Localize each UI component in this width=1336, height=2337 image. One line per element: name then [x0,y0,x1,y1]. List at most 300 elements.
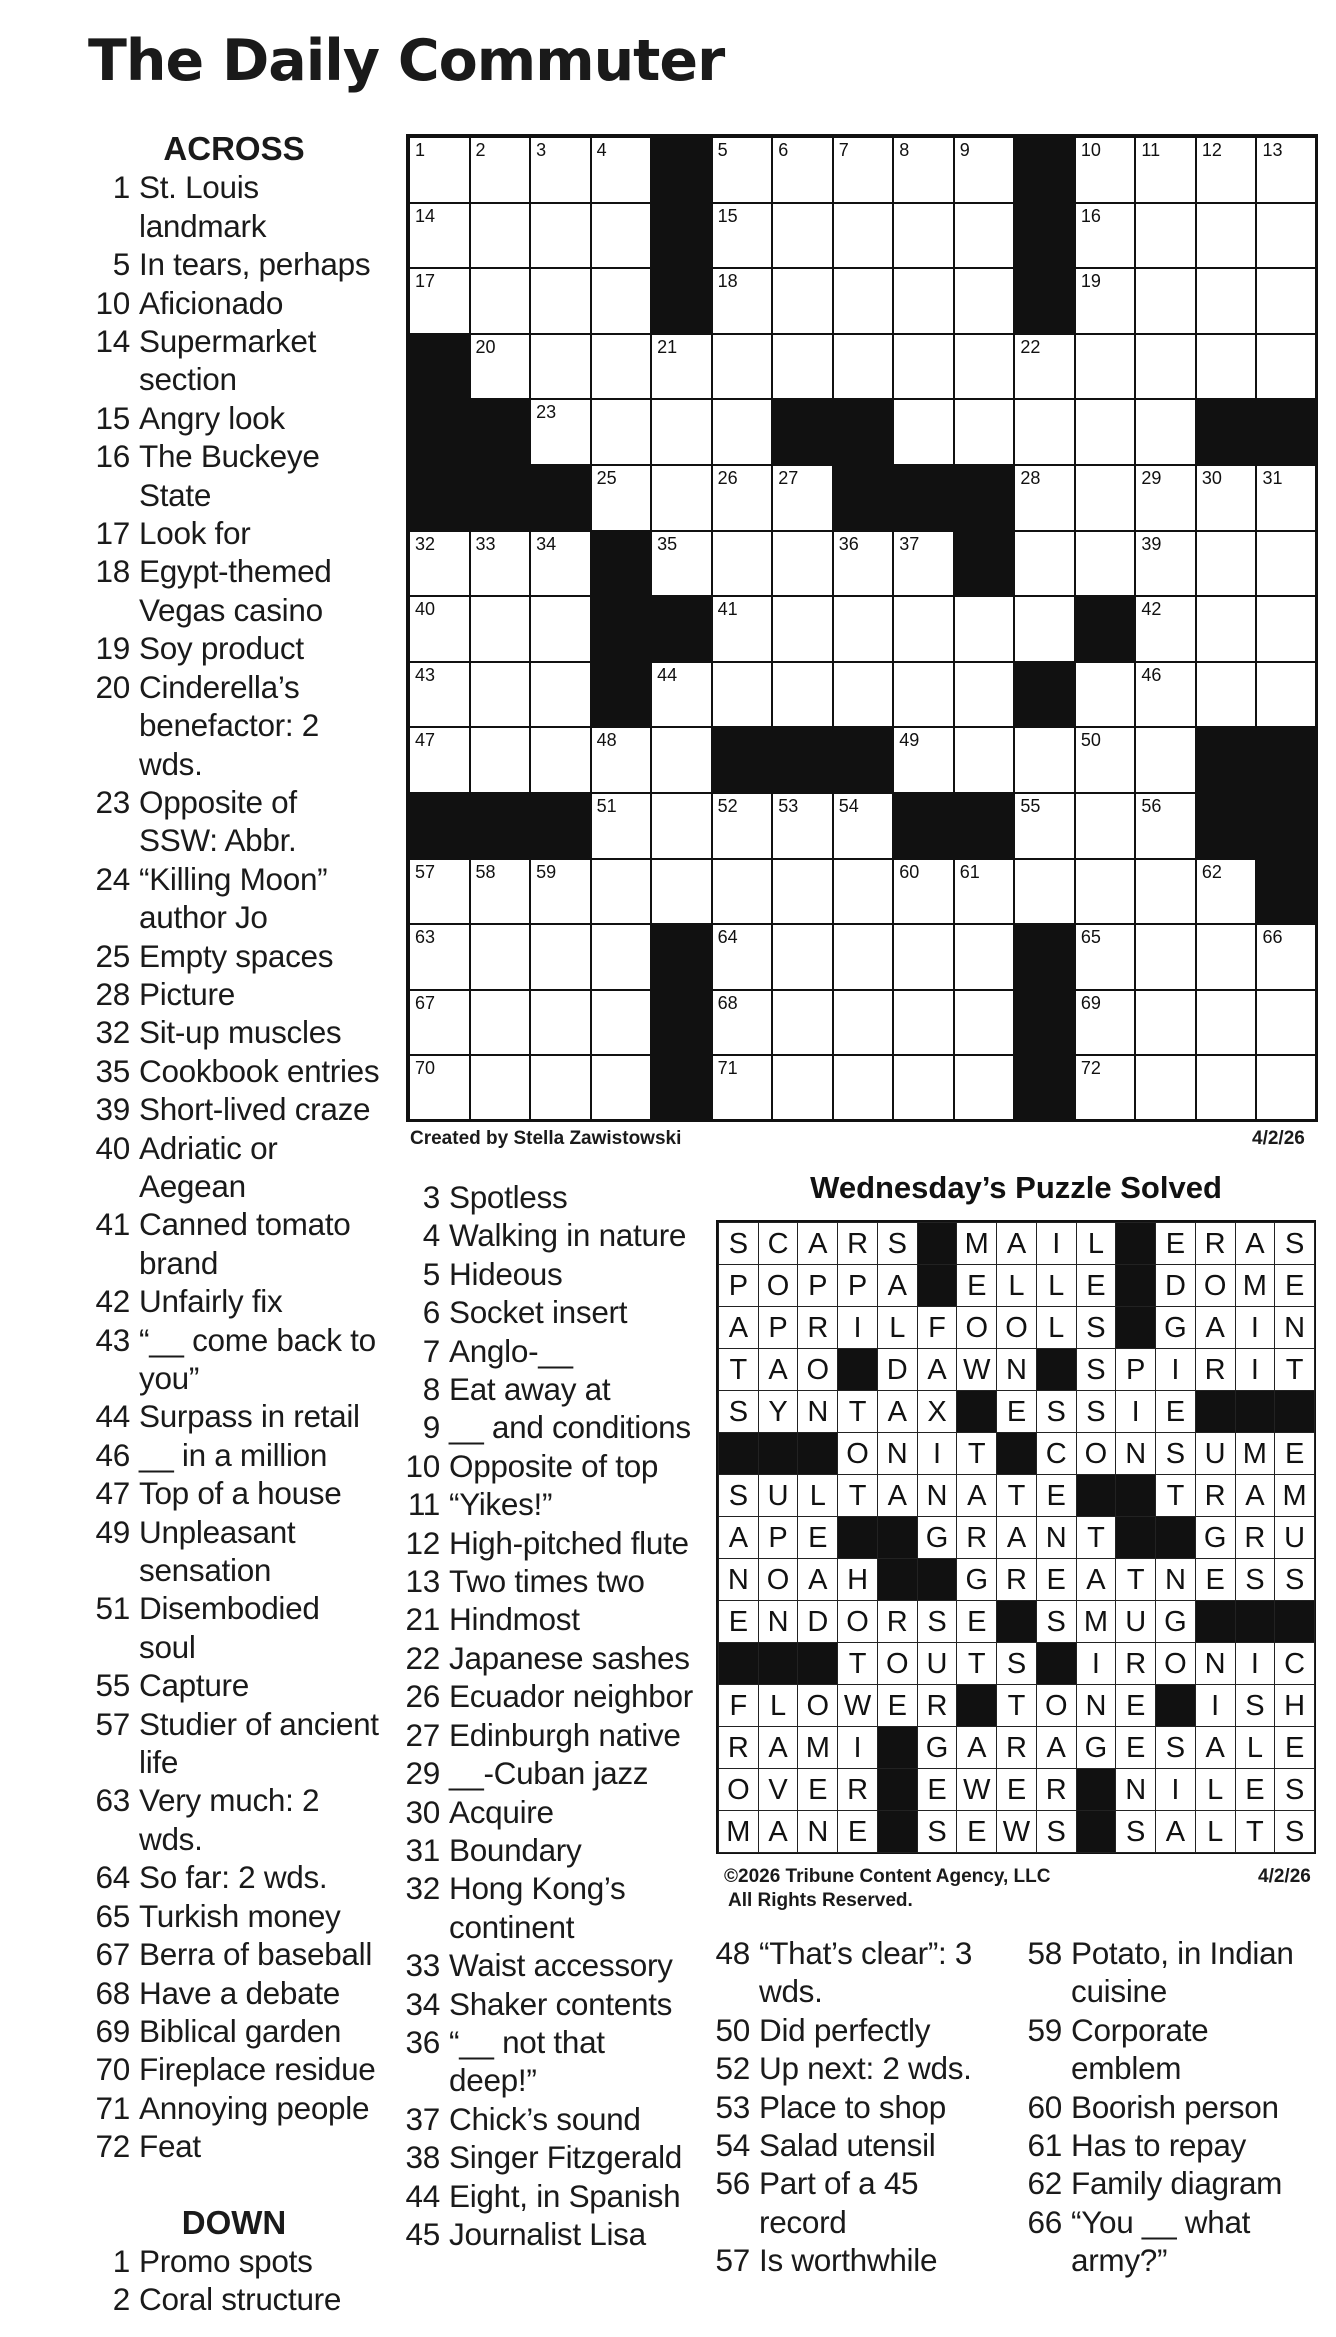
grid-cell[interactable] [590,464,653,532]
clue-down-36[interactable] [396,2023,698,2100]
solution-letter: I [917,1432,958,1475]
grid-cell[interactable] [408,726,471,794]
grid-cell[interactable] [711,989,774,1057]
grid-cell[interactable] [832,595,895,663]
grid-cell[interactable] [1134,792,1197,860]
clue-across-64[interactable] [86,1858,382,1896]
clue-down-1[interactable] [86,2242,382,2280]
clue-down-52[interactable] [706,2049,1006,2087]
grid-cell[interactable] [529,923,592,991]
grid-cell[interactable] [590,136,653,204]
grid-cell[interactable] [1195,989,1258,1057]
grid-cell[interactable] [771,136,834,204]
clue-down-34[interactable] [396,1985,698,2023]
clue-across-57[interactable] [86,1705,382,1782]
grid-cell[interactable] [832,267,895,335]
grid-cell[interactable] [953,989,1016,1057]
clue-across-17[interactable] [86,514,382,552]
solution-letter: N [1036,1516,1077,1559]
grid-cell[interactable] [650,464,713,532]
clue-down-5[interactable] [396,1255,698,1293]
grid-cell[interactable] [1195,267,1258,335]
clue-down-7[interactable] [396,1332,698,1370]
grid-cell[interactable] [650,858,713,926]
grid-cell[interactable] [1255,923,1318,991]
grid-cell[interactable] [590,792,653,860]
solution-letter: A [956,1474,997,1517]
grid-cell[interactable] [953,202,1016,270]
grid-cell[interactable] [832,1054,895,1122]
grid-cell[interactable] [711,530,774,598]
clue-number: 37 [405,2100,440,2137]
grid-cell[interactable] [1134,661,1197,729]
grid-cell[interactable] [529,267,592,335]
grid-cell[interactable] [711,858,774,926]
grid-cell[interactable] [771,792,834,860]
grid-cell[interactable] [408,1054,471,1122]
clue-across-55[interactable] [86,1666,382,1704]
clue-text: Top of a house [139,1475,342,1512]
grid-cell[interactable] [892,267,955,335]
grid-cell[interactable] [832,136,895,204]
grid-cell[interactable] [469,202,532,270]
grid-cell[interactable] [1255,989,1318,1057]
clue-across-16[interactable] [86,437,382,514]
grid-cell[interactable] [892,726,955,794]
grid-cell[interactable] [1013,464,1076,532]
grid-cell[interactable] [408,661,471,729]
clue-down-3[interactable] [396,1178,698,1216]
grid-cell[interactable] [650,792,713,860]
grid-cell[interactable] [1134,202,1197,270]
grid-cell[interactable] [469,858,532,926]
grid-cell[interactable] [529,398,592,466]
grid-cell[interactable] [953,136,1016,204]
grid-cell[interactable] [1074,398,1137,466]
grid-cell[interactable] [953,923,1016,991]
clue-down-59[interactable] [1018,2011,1318,2088]
grid-cell[interactable] [832,333,895,401]
clue-down-21[interactable] [396,1600,698,1638]
down-heading: DOWN [181,2203,287,2241]
grid-cell[interactable] [892,530,955,598]
black-square [711,726,774,794]
grid-cell[interactable] [408,989,471,1057]
grid-cell[interactable] [1074,464,1137,532]
solution-letter: N [1076,1684,1117,1727]
clue-down-9[interactable] [396,1408,698,1446]
grid-cell[interactable] [711,333,774,401]
clue-text: Eight, in Spanish [449,2177,681,2214]
clue-across-40[interactable] [86,1129,382,1206]
grid-cell[interactable] [771,858,834,926]
clue-down-66[interactable] [1018,2203,1318,2280]
clue-down-26[interactable] [396,1677,698,1715]
grid-cell[interactable] [590,267,653,335]
solution-letter: A [877,1264,918,1307]
grid-cell[interactable] [953,267,1016,335]
grid-cell[interactable] [1134,267,1197,335]
grid-cell[interactable] [1134,923,1197,991]
grid-cell[interactable] [1195,1054,1258,1122]
grid-cell[interactable] [892,595,955,663]
grid-cell[interactable] [408,858,471,926]
solution-letter: T [1115,1558,1156,1601]
grid-cell[interactable] [1255,267,1318,335]
clue-down-2[interactable] [86,2280,382,2318]
solution-letter: T [996,1684,1037,1727]
clue-down-53[interactable] [706,2088,1006,2126]
grid-cell[interactable] [1134,464,1197,532]
grid-cell[interactable] [892,202,955,270]
clue-text: Part of a 45 record [759,2165,919,2240]
clue-across-20[interactable] [86,668,382,783]
grid-cell[interactable] [771,202,834,270]
grid-cell[interactable] [1013,726,1076,794]
grid-cell[interactable] [1255,464,1318,532]
grid-cell[interactable] [892,858,955,926]
grid-cell[interactable] [529,726,592,794]
grid-cell[interactable] [1013,858,1076,926]
grid-cell[interactable] [1195,202,1258,270]
clue-across-35[interactable] [86,1052,382,1090]
clue-across-1[interactable] [86,168,382,245]
grid-cell[interactable] [1074,1054,1137,1122]
grid-cell[interactable] [832,858,895,926]
clue-text: Walking in nature [449,1217,687,1254]
clue-down-57[interactable] [706,2241,1006,2279]
grid-cell[interactable] [1134,726,1197,794]
grid-cell[interactable] [529,333,592,401]
grid-cell[interactable] [408,595,471,663]
solution-letter: E [1076,1264,1117,1307]
grid-cell[interactable] [1074,136,1137,204]
clue-down-27[interactable] [396,1716,698,1754]
grid-cell[interactable] [469,661,532,729]
grid-cell[interactable] [1195,661,1258,729]
clue-across-47[interactable] [86,1474,382,1512]
solution-letter: A [956,1726,997,1769]
clue-down-50[interactable] [706,2011,1006,2049]
clue-down-60[interactable] [1018,2088,1318,2126]
grid-cell[interactable] [1255,333,1318,401]
grid-cell[interactable] [953,661,1016,729]
grid-cell[interactable] [832,202,895,270]
clue-across-5[interactable] [86,245,382,283]
grid-cell[interactable] [953,726,1016,794]
grid-cell[interactable] [711,661,774,729]
clue-down-30[interactable] [396,1793,698,1831]
grid-cell[interactable] [469,267,532,335]
clue-across-51[interactable] [86,1589,382,1666]
grid-cell[interactable] [1195,595,1258,663]
clue-down-12[interactable] [396,1524,698,1562]
clue-across-15[interactable] [86,399,382,437]
clue-down-33[interactable] [396,1946,698,1984]
clue-text: Journalist Lisa [449,2215,646,2252]
grid-cell[interactable] [529,661,592,729]
clue-down-29[interactable] [396,1754,698,1792]
clue-text: Socket insert [449,1294,628,1331]
clue-across-69[interactable] [86,2012,382,2050]
grid-cell[interactable] [529,1054,592,1122]
grid-cell[interactable] [892,923,955,991]
grid-cell[interactable] [469,595,532,663]
grid-cell[interactable] [469,530,532,598]
grid-cell[interactable] [892,136,955,204]
clue-down-32[interactable] [396,1869,698,1946]
grid-cell[interactable] [529,595,592,663]
grid-cell[interactable] [650,333,713,401]
clue-down-61[interactable] [1018,2126,1318,2164]
grid-cell[interactable] [1134,136,1197,204]
grid-cell[interactable] [408,923,471,991]
clue-across-32[interactable] [86,1013,382,1051]
grid-cell[interactable] [1074,923,1137,991]
grid-cell[interactable] [771,530,834,598]
grid-cell[interactable] [408,136,471,204]
solution-letter: N [996,1348,1037,1391]
grid-cell[interactable] [590,858,653,926]
clue-down-56[interactable] [706,2164,1006,2241]
clue-across-71[interactable] [86,2089,382,2127]
clue-across-46[interactable] [86,1436,382,1474]
clue-across-41[interactable] [86,1205,382,1282]
grid-cell[interactable] [1134,333,1197,401]
grid-cell[interactable] [529,858,592,926]
grid-cell[interactable] [1195,923,1258,991]
grid-cell[interactable] [953,595,1016,663]
grid-cell[interactable] [590,923,653,991]
clue-text: Unfairly fix [139,1283,283,1320]
grid-cell[interactable] [892,661,955,729]
grid-cell[interactable] [650,530,713,598]
grid-cell[interactable] [408,530,471,598]
black-square [1013,136,1076,204]
grid-cell[interactable] [1074,661,1137,729]
clue-across-19[interactable] [86,629,382,667]
clue-across-18[interactable] [86,552,382,629]
grid-cell[interactable] [1134,1054,1197,1122]
grid-cell[interactable] [892,989,955,1057]
clue-down-13[interactable] [396,1562,698,1600]
grid-cell[interactable] [590,989,653,1057]
grid-cell[interactable] [953,333,1016,401]
grid-cell[interactable] [771,923,834,991]
grid-cell[interactable] [953,1054,1016,1122]
grid-cell[interactable] [771,989,834,1057]
grid-cell[interactable] [590,726,653,794]
grid-cell[interactable] [771,464,834,532]
clue-down-45[interactable] [396,2215,698,2253]
clue-text: Hideous [449,1255,563,1292]
grid-cell[interactable] [529,136,592,204]
clue-across-28[interactable] [86,975,382,1013]
grid-cell[interactable] [590,398,653,466]
grid-cell[interactable] [1013,530,1076,598]
solution-letter: E [956,1810,997,1853]
grid-cell[interactable] [1074,333,1137,401]
clue-down-48[interactable] [706,1934,1006,2011]
solution-letter: A [1036,1726,1077,1769]
grid-cell[interactable] [1074,202,1137,270]
solution-letter: S [1036,1390,1077,1433]
grid-cell[interactable] [1013,792,1076,860]
grid-cell[interactable] [469,136,532,204]
grid-cell[interactable] [711,136,774,204]
grid-cell[interactable] [1255,595,1318,663]
grid-cell[interactable] [1134,398,1197,466]
solution-black-square [718,1642,759,1685]
clue-across-68[interactable] [86,1974,382,2012]
grid-cell[interactable] [711,595,774,663]
grid-cell[interactable] [892,333,955,401]
clue-number: 9 [422,1409,440,1446]
grid-cell[interactable] [1134,989,1197,1057]
grid-cell[interactable] [1255,530,1318,598]
grid-cell[interactable] [1013,333,1076,401]
solution-letter: A [758,1810,799,1853]
grid-cell[interactable] [711,267,774,335]
grid-cell[interactable] [1013,398,1076,466]
clue-down-4[interactable] [396,1216,698,1254]
clue-down-22[interactable] [396,1639,698,1677]
clue-across-70[interactable] [86,2050,382,2088]
grid-cell[interactable] [1013,595,1076,663]
clue-text: Adriatic or Aegean [139,1129,278,1204]
grid-cell[interactable] [469,923,532,991]
clue-across-44[interactable] [86,1397,382,1435]
black-square [650,1054,713,1122]
grid-cell[interactable] [1074,530,1137,598]
grid-cell[interactable] [590,1054,653,1122]
grid-cell[interactable] [711,202,774,270]
grid-cell[interactable] [1134,858,1197,926]
solution-letter: M [797,1726,838,1769]
clue-number: 61 [1027,2127,1062,2164]
clue-down-31[interactable] [396,1831,698,1869]
clue-down-37[interactable] [396,2100,698,2138]
clue-across-67[interactable] [86,1935,382,1973]
grid-cell[interactable] [771,1054,834,1122]
grid-cell[interactable] [771,267,834,335]
grid-cell[interactable] [590,333,653,401]
solution-letter: P [718,1264,759,1307]
solution-letter: M [718,1810,759,1853]
clue-down-8[interactable] [396,1370,698,1408]
grid-cell[interactable] [408,202,471,270]
clue-across-25[interactable] [86,937,382,975]
grid-cell[interactable] [711,1054,774,1122]
grid-cell[interactable] [832,989,895,1057]
grid-cell[interactable] [1195,136,1258,204]
solution-letter: S [877,1222,918,1265]
grid-cell[interactable] [469,1054,532,1122]
grid-cell[interactable] [711,464,774,532]
clue-down-10[interactable] [396,1447,698,1485]
grid-cell[interactable] [953,858,1016,926]
clue-across-39[interactable] [86,1090,382,1128]
grid-cell[interactable] [1195,464,1258,532]
grid-cell[interactable] [1074,792,1137,860]
grid-cell[interactable] [529,989,592,1057]
grid-cell[interactable] [1195,858,1258,926]
grid-cell[interactable] [1074,726,1137,794]
grid-cell[interactable] [1195,333,1258,401]
grid-cell[interactable] [1074,989,1137,1057]
grid-cell[interactable] [771,333,834,401]
clue-across-49[interactable] [86,1513,382,1590]
grid-cell[interactable] [771,595,834,663]
clue-down-44[interactable] [396,2177,698,2215]
grid-cell[interactable] [711,923,774,991]
clue-across-65[interactable] [86,1897,382,1935]
clue-down-6[interactable] [396,1293,698,1331]
grid-cell[interactable] [832,923,895,991]
clue-text: Picture [139,975,235,1012]
clue-down-38[interactable] [396,2138,698,2176]
grid-cell[interactable] [469,726,532,794]
grid-cell[interactable] [469,989,532,1057]
clue-down-62[interactable] [1018,2164,1318,2202]
grid-cell[interactable] [529,202,592,270]
grid-cell[interactable] [711,792,774,860]
solution-letter: R [1195,1348,1236,1391]
grid-cell[interactable] [892,1054,955,1122]
grid-cell[interactable] [650,726,713,794]
cell-number: 6 [778,140,789,160]
grid-cell[interactable] [1255,1054,1318,1122]
solution-letter: S [1235,1558,1276,1601]
grid-cell[interactable] [1195,530,1258,598]
grid-cell[interactable] [650,661,713,729]
clue-down-54[interactable] [706,2126,1006,2164]
grid-cell[interactable] [711,398,774,466]
grid-cell[interactable] [1074,858,1137,926]
cell-number: 62 [1201,861,1222,882]
clue-down-58[interactable] [1018,1934,1318,2011]
clue-across-10[interactable] [86,284,382,322]
grid-cell[interactable] [408,267,471,335]
grid-cell[interactable] [469,333,532,401]
clue-across-24[interactable] [86,860,382,937]
clue-across-63[interactable] [86,1781,382,1858]
clue-across-23[interactable] [86,783,382,860]
grid-cell[interactable] [832,661,895,729]
grid-cell[interactable] [771,661,834,729]
grid-cell[interactable] [529,530,592,598]
grid-cell[interactable] [1255,202,1318,270]
clue-across-43[interactable] [86,1321,382,1398]
grid-cell[interactable] [1134,530,1197,598]
grid-cell[interactable] [650,398,713,466]
cell-number: 27 [778,468,799,488]
grid-cell[interactable] [1134,595,1197,663]
grid-cell[interactable] [832,530,895,598]
clue-across-72[interactable] [86,2127,382,2165]
grid-cell[interactable] [832,792,895,860]
grid-cell[interactable] [590,202,653,270]
grid-cell[interactable] [953,398,1016,466]
clue-down-11[interactable] [396,1485,698,1523]
clue-across-42[interactable] [86,1282,382,1320]
grid-cell[interactable] [1074,267,1137,335]
grid-cell[interactable] [1255,136,1318,204]
grid-cell[interactable] [1255,661,1318,729]
grid-cell[interactable] [892,398,955,466]
clue-across-14[interactable] [86,322,382,399]
crossword-grid[interactable] [408,136,1316,1120]
